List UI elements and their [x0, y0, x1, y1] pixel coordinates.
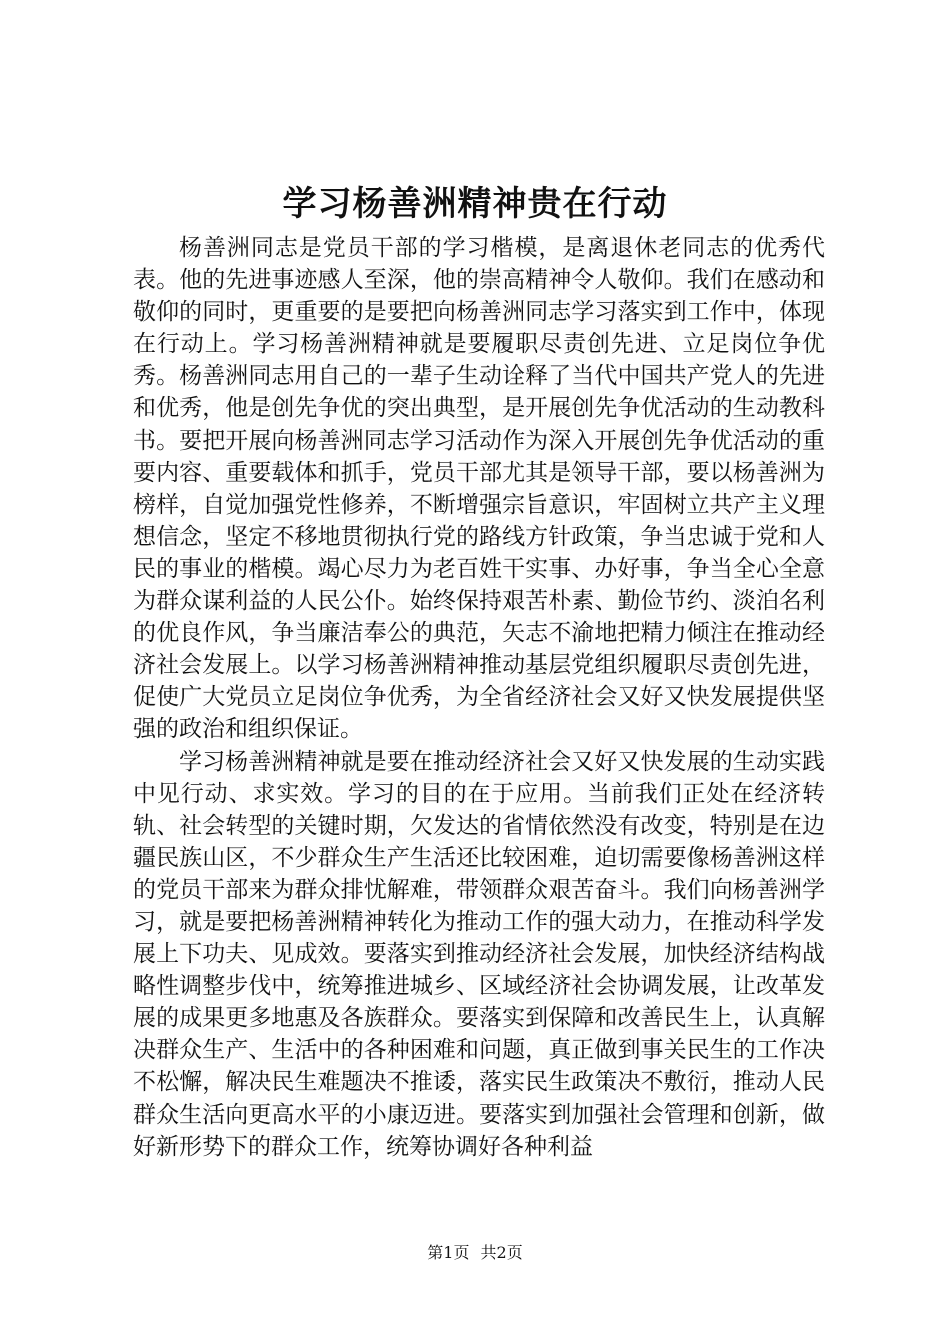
page-number-current: 第1页 [427, 1243, 470, 1262]
paragraph-1: 杨善洲同志是党员干部的学习楷模，是离退休老同志的优秀代表。他的先进事迹感人至深，他的崇高精神令人敬仰。我们在感动和敬仰的同时，更重要的是要把向杨善洲同志学习落实到工作中，体现在行动上。学习杨善洲精神就是要履职尽责创先进、立足岗位争优秀。杨善洲同志用自己的一辈子生动诠释了当代中国共产党人的先进和优秀，他是创先争优的突出典型，是开展创先争优活动的生动教科书。要把开展向杨善洲同志学习活动作为深入开展创先争优活动的重要内容、重要载体和抓手，党员干部尤其是领导干部，要以杨善洲为榜样，自觉加强党性修养，不断增强宗旨意识，牢固树立共产主义理想信念，坚定不移地贯彻执行党的路线方针政策，争当忠诚于党和人民的事业的楷模。竭心尽力为老百姓干实事、办好事，争当全心全意为群众谋利益的人民公仆。始终保持艰苦朴素、勤俭节约、淡泊名利的优良作风，争当廉洁奉公的典范，矢志不渝地把精力倾注在推动经济社会发展上。以学习杨善洲精神推动基层党组织履职尽责创先进，促使广大党员立足岗位争优秀，为全省经济社会又好又快发展提供坚强的政治和组织保证。 [133, 235, 825, 743]
document-title: 学习杨善洲精神贵在行动 [282, 184, 668, 224]
paragraph-2: 学习杨善洲精神就是要在推动经济社会又好又快发展的生动实践中见行动、求实效。学习的目的在于应用。当前我们正处在经济转轨、社会转型的关键时期，欠发达的省情依然没有改变，特别是在边疆民族山区，不少群众生产生活还比较困难，迫切需要像杨善洲这样的党员干部来为群众排忧解难，带领群众艰苦奋斗。我们向杨善洲学习，就是要把杨善洲精神转化为推动工作的强大动力，在推动科学发展上下功夫、见成效。要落实到推动经济社会发展，加快经济结构战略性调整步伐中，统筹推进城乡、区域经济社会协调发展，让改革发展的成果更多地惠及各族群众。要落实到保障和改善民生上，认真解决群众生产、生活中的各种困难和问题，真正做到事关民生的工作决不松懈，解决民生难题决不推诿，落实民生政策决不敷衍，推动人民群众生活向更高水平的小康迈进。要落实到加强社会管理和创新，做好新形势下的群众工作，统筹协调好各种利益 [133, 748, 825, 1160]
page-number-total: 共2页 [480, 1243, 523, 1262]
document-body [133, 232, 825, 1163]
page-footer [0, 1243, 950, 1263]
